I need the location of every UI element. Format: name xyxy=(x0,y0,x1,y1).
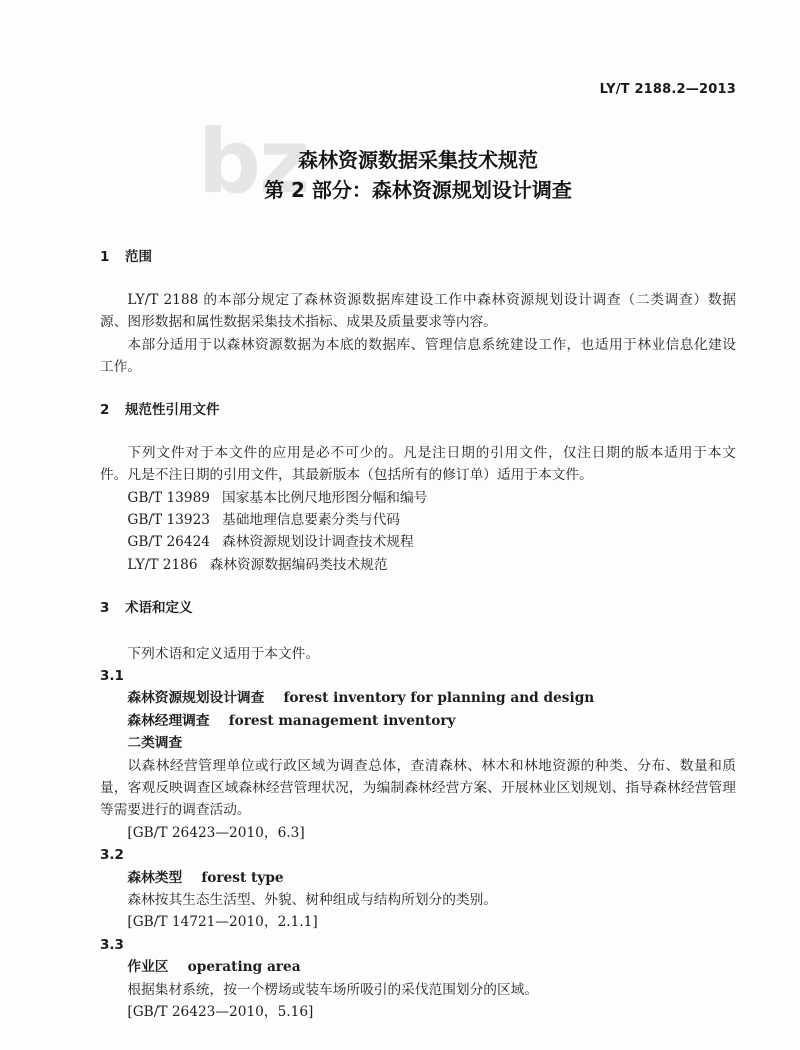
term-en: forest inventory for planning and design xyxy=(283,690,595,707)
paragraph-line: 下列术语和定义适用于本文件。 xyxy=(127,645,320,662)
definition-line: 根据集材系统，按一个楞场或装车场所吸引的采伐范围划分的区域。 xyxy=(127,981,539,998)
paragraph-line: 本部分适用于以森林资源数据为本底的数据库、管理信息系统建设工作，也适用于林业信息化建设 xyxy=(127,336,736,353)
term-zh: 森林经理调查 xyxy=(127,712,210,729)
reference-item xyxy=(100,531,736,553)
term-source: [GB/T 26423—2010，6.3] xyxy=(127,824,305,841)
definition-line: 森林按其生态生活型、外貌、树种组成与结构所划分的类别。 xyxy=(127,891,497,908)
term-zh: 森林资源规划设计调查 xyxy=(127,690,265,707)
term-en: operating area xyxy=(187,959,301,976)
term-en: forest type xyxy=(201,869,284,886)
term-zh: 森林类型 xyxy=(127,869,183,886)
reference-code: GB/T 13923 xyxy=(127,511,211,528)
paragraph-line: 下列文件对于本文件的应用是必不可少的。凡是注日期的引用文件，仅注日期的版本适用于本文 xyxy=(127,444,736,461)
document-title: 森林资源数据采集技术规范 xyxy=(298,148,538,172)
reference-title: 基础地理信息要素分类与代码 xyxy=(222,511,400,528)
section-title: 范围 xyxy=(125,248,152,265)
term-name-line xyxy=(100,687,736,709)
section-title: 术语和定义 xyxy=(125,599,193,616)
paragraph-line: 源、图形数据和属性数据采集技术指标、成果及质量要求等内容。 xyxy=(100,314,497,331)
term-name-line xyxy=(100,867,736,889)
standard-code: LY/T 2188.2—2013 xyxy=(599,82,736,97)
term-zh: 作业区 xyxy=(127,959,169,976)
section-number: 1 xyxy=(100,248,110,265)
paragraph-line: LY/T 2188 的本部分规定了森林资源数据库建设工作中森林资源规划设计调查（二类调查）数据 xyxy=(127,291,736,308)
term-en: forest management inventory xyxy=(228,712,456,729)
document-subtitle: 第 2 部分：森林资源规划设计调查 xyxy=(264,178,572,202)
section-number: 3 xyxy=(100,599,110,616)
title-block xyxy=(100,145,736,205)
definition-line: 以森林经营管理单位或行政区域为调查总体，查清森林、林木和林地资源的种类、分布、数量和质 xyxy=(127,757,736,774)
reference-code: GB/T 13989 xyxy=(127,489,211,506)
paragraph-line: 件。凡是不注日期的引用文件，其最新版本（包括所有的修订单）适用于本文件。 xyxy=(100,467,593,484)
section-title: 规范性引用文件 xyxy=(125,401,220,418)
definition-line: 量，客观反映调查区域森林经营管理状况，为编制森林经营方案、开展林业区划规划、指导森林经营管理 xyxy=(100,779,736,796)
section-heading-normative-references xyxy=(100,399,736,421)
section-heading-scope xyxy=(100,246,736,268)
reference-item xyxy=(100,554,736,576)
reference-item xyxy=(100,487,736,509)
paragraph-line: 工作。 xyxy=(100,358,142,375)
term-zh: 二类调查 xyxy=(127,735,183,752)
section-heading-terms-definitions xyxy=(100,597,736,619)
reference-title: 森林资源规划设计调查技术规程 xyxy=(222,534,414,551)
section-number: 2 xyxy=(100,401,110,418)
term-name-line xyxy=(100,732,736,754)
term-name-line xyxy=(100,956,736,978)
reference-title: 国家基本比例尺地形图分幅和编号 xyxy=(222,489,428,506)
term-name-line xyxy=(100,710,736,732)
reference-item xyxy=(100,509,736,531)
term-source: [GB/T 26423—2010，5.16] xyxy=(127,1003,314,1020)
term-number: 3.2 xyxy=(100,847,124,864)
term-number: 3.3 xyxy=(100,936,124,953)
document-body xyxy=(100,246,736,1023)
reference-title: 森林资源数据编码类技术规范 xyxy=(209,556,388,573)
watermark: bz xyxy=(198,110,309,213)
definition-line: 等需要进行的调查活动。 xyxy=(100,802,251,819)
reference-code: GB/T 26424 xyxy=(127,534,211,551)
reference-code: LY/T 2186 xyxy=(127,556,198,573)
term-source: [GB/T 14721—2010，2.1.1] xyxy=(127,914,318,931)
term-number: 3.1 xyxy=(100,668,124,685)
